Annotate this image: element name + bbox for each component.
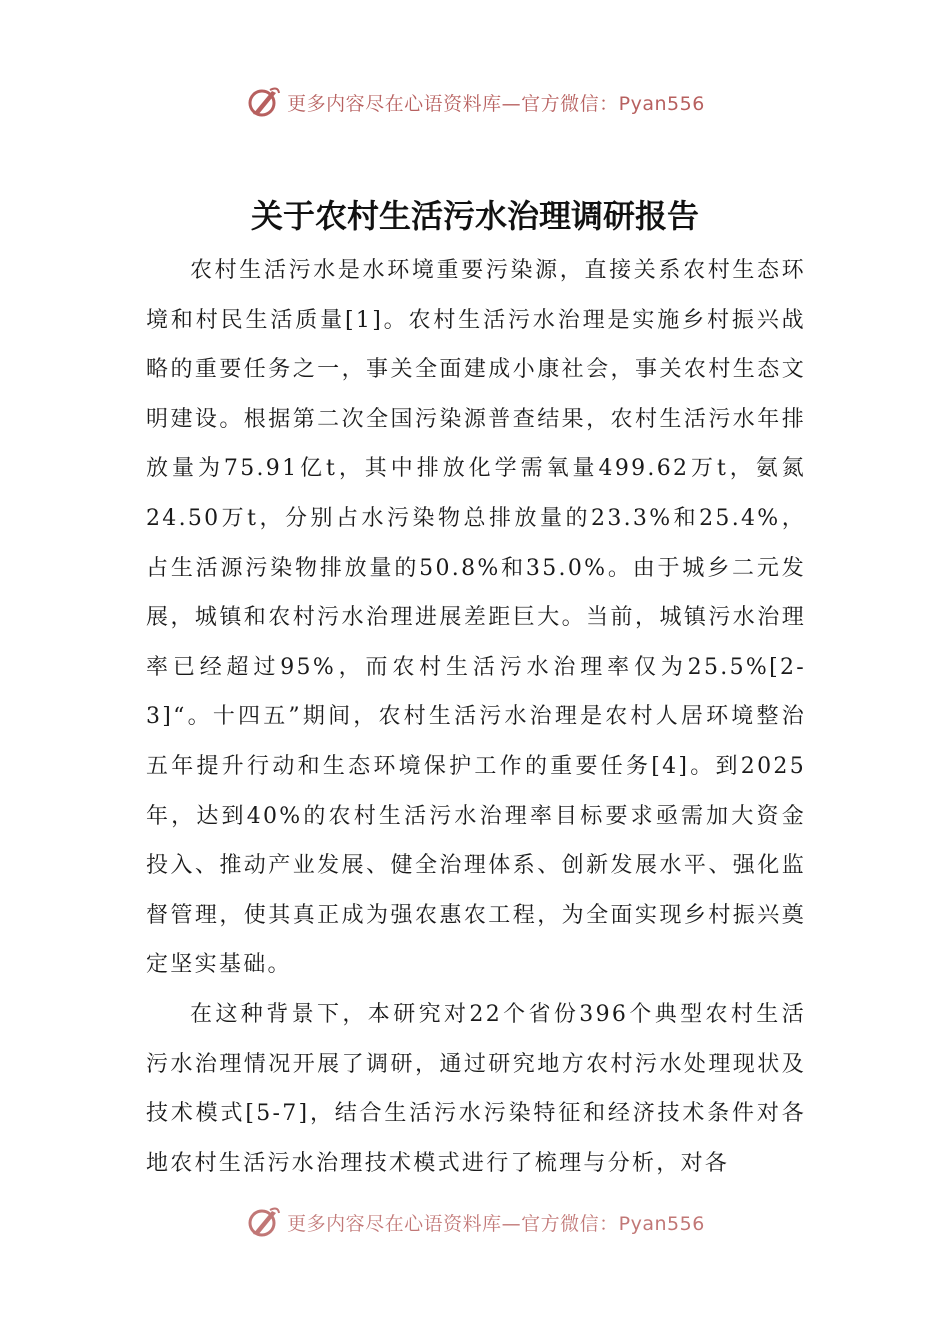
quill-pen-logo-icon xyxy=(245,1204,281,1240)
watermark-text: 更多内容尽在心语资料库—官方微信：Pyan556 xyxy=(287,92,705,115)
paragraph-2: 在这种背景下，本研究对22个省份396个典型农村生活污水治理情况开展了调研，通过研究地方农村污水处理现状及技术模式[5-7]，结合生活污水污染特征和经济技术条件对各地农村生活污水治理技术模式进行了梳理与分析，对各 xyxy=(146,1001,806,1176)
paragraph-1: 农村生活污水是水环境重要污染源，直接关系农村生态环境和村民生活质量[1]。农村生活污水治理是实施乡村振兴战略的重要任务之一，事关全面建成小康社会，事关农村生态文明建设。根据第二次全国污染源普查结果，农村生活污水年排放量为75.91亿t，其中排放化学需氧量499.62万t，氨氮24.50万t，分别占水污染物总排放量的23.3%和25.4%，占生活源污染物排放量的50.8%和35.0%。由于城乡二元发展，城镇和农村污水治理进展差距巨大。当前，城镇污水治理率已经超过95%，而农村生活污水治理率仅为25.5%[2-3]“。十四五”期间，农村生活污水治理是农村人居环境整治五年提升行动和生态环境保护工作的重要任务[4]。到2025年，达到40%的农村生活污水治理率目标要求亟需加大资金投入、推动产业发展、健全治理体系、创新发展水平、强化监督管理，使其真正成为强农惠农工程，为全面实现乡村振兴奠定坚实基础。 xyxy=(146,258,806,978)
footer-watermark xyxy=(0,1202,950,1242)
document-title: 关于农村生活污水治理调研报告 xyxy=(250,197,699,235)
watermark-text: 更多内容尽在心语资料库—官方微信：Pyan556 xyxy=(287,1212,705,1235)
header-watermark xyxy=(0,82,950,122)
document-body xyxy=(146,246,806,1188)
quill-pen-logo-icon xyxy=(245,84,281,120)
